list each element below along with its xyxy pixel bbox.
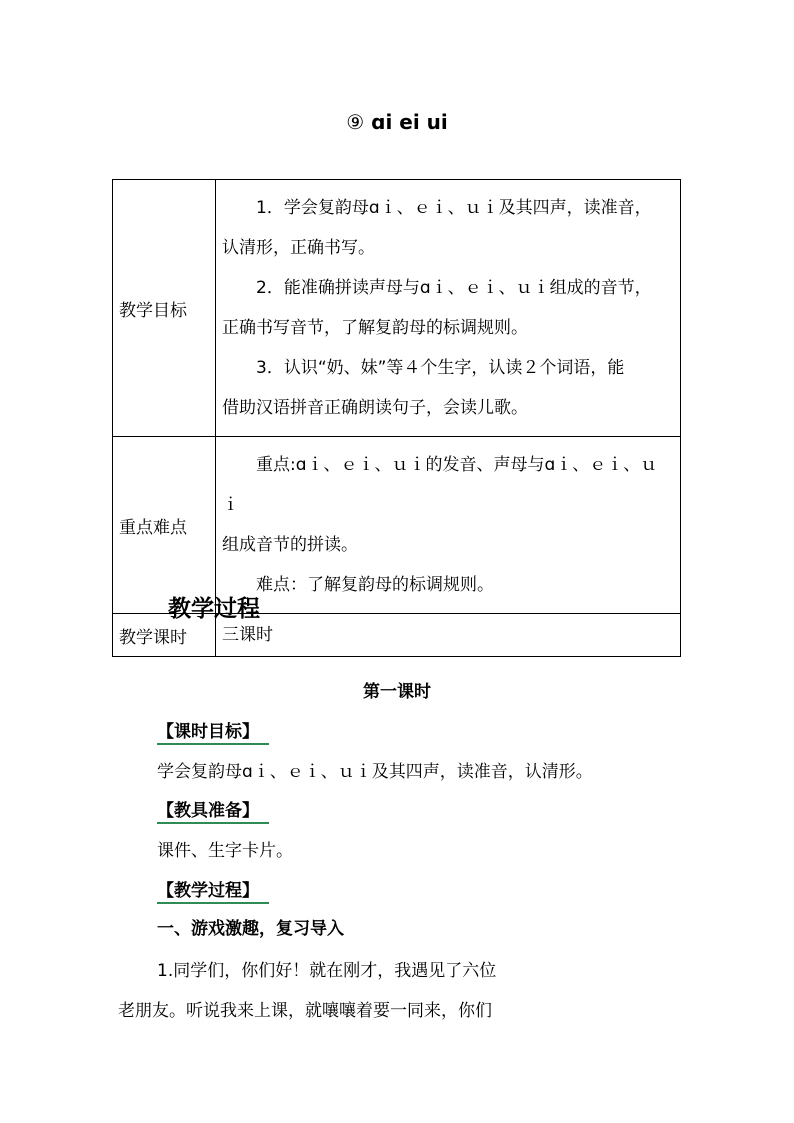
document-title: [0, 110, 794, 134]
process-label: 【教学过程】: [157, 876, 269, 904]
goal-line: 借助汉语拼音正确朗读句子，会读儿歌。: [222, 398, 528, 418]
title-text: ɑi ei ui: [371, 110, 448, 134]
tools-label: 【教具准备】: [157, 796, 269, 824]
goal-text: 学会复韵母ɑｉ、ｅｉ、ｕｉ及其四声，读准音，认清形。: [157, 762, 593, 782]
step-one-line: 老朋友。听说我来上课，就嚷嚷着要一同来，你们: [118, 1001, 492, 1021]
row-label: 教学目标: [113, 180, 216, 437]
key-point-line: 重点:ɑｉ、ｅｉ、ｕｉ的发音、声母与ɑｉ、ｅｉ、ｕｉ: [222, 455, 658, 515]
row-content: 三课时: [216, 614, 681, 657]
goal-line: 3．认识“奶、妹”等４个生字，认读２个词语，能: [256, 358, 625, 378]
step-one-line: 1.同学们，你们好！就在刚才，我遇见了六位: [157, 961, 497, 981]
row-content: [216, 437, 681, 614]
goal-line: 认清形，正确书写。: [222, 238, 375, 258]
goal-line: 1．学会复韵母ɑｉ、ｅｉ、ｕｉ及其四声，读准音，: [256, 198, 652, 218]
goal-label: 【课时目标】: [157, 717, 269, 745]
table-row: [113, 180, 681, 437]
row-label: 重点难点: [113, 437, 216, 614]
tools-text: 课件、生字卡片。: [157, 841, 293, 861]
step-one-heading: 一、游戏激趣，复习导入: [157, 919, 344, 939]
table-row: [113, 437, 681, 614]
row-content: [216, 180, 681, 437]
lesson-title: 第一课时: [363, 682, 431, 702]
row-label: 教学课时: [113, 614, 216, 657]
difficulty-line: 难点：了解复韵母的标调规则。: [256, 575, 494, 595]
goal-line: 正确书写音节，了解复韵母的标调规则。: [222, 318, 528, 338]
goals-table: [112, 179, 681, 657]
process-heading: 教学过程: [168, 596, 260, 622]
goal-line: 2．能准确拼读声母与ɑｉ、ｅｉ、ｕｉ组成的音节，: [256, 278, 652, 298]
key-point-line: 组成音节的拼读。: [222, 535, 358, 555]
lesson-number: ⑨: [346, 110, 365, 134]
